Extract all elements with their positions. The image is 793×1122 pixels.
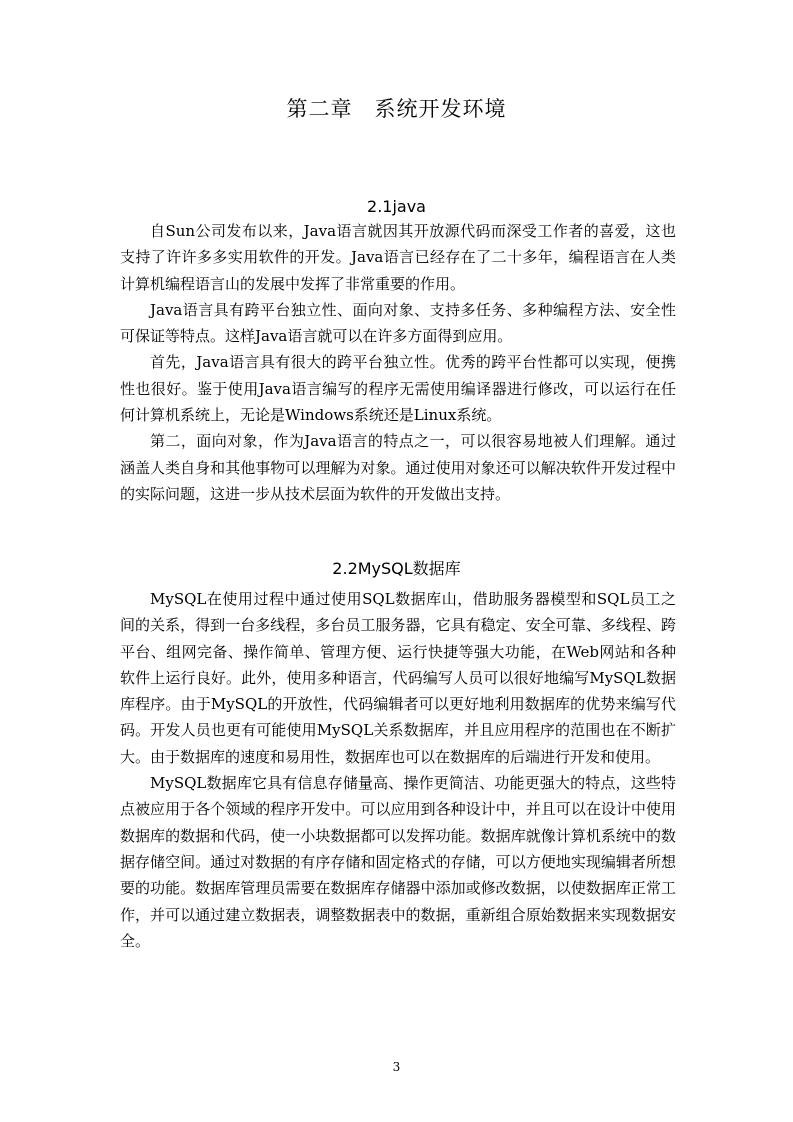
paragraph: Java语言具有跨平台独立性、面向对象、支持多任务、多种编程方法、安全性可保证等特点。这样Java语言就可以在许多方面得到应用。 <box>120 300 676 346</box>
paragraph: 首先，Java语言具有很大的跨平台独立性。优秀的跨平台性都可以实现，便携性也很好。鉴于使用Java语言编写的程序无需使用编译器进行修改，可以运行在任何计算机系统上，无论是Windows系统还是Linux系统。 <box>120 353 676 425</box>
section-title-java: 2.1java <box>367 197 426 216</box>
paragraph: 第二，面向对象，作为Java语言的特点之一，可以很容易地被人们理解。通过涵盖人类自身和其他事物可以理解为对象。通过使用对象还可以解决软件开发过程中的实际问题，这进一步从技术层面为软件的开发做出支持。 <box>120 432 676 503</box>
section-body-mysql <box>120 586 676 954</box>
page-number: 3 <box>392 1060 401 1074</box>
section-title-mysql: 2.2MySQL数据库 <box>332 559 461 578</box>
chapter-title: 第二章 系统开发环境 <box>286 97 507 121</box>
paragraph: MySQL数据库它具有信息存储量高、操作更简洁、功能更强大的特点，这些特点被应用于各个领域的程序开发中。可以应用到各种设计中，并且可以在设计中使用数据库的数据和代码，使一小块数据都可以发挥功能。数据库就像计算机系统中的数据存储空间。通过对数据的有序存储和固定格式的存储，可以方便地实现编辑者所想要的功能。数据库管理员需要在数据库存储器中添加或修改数据，以使数据库正常工作，并可以通过建立数据表，调整数据表中的数据，重新组合原始数据来实现数据安全。 <box>120 774 676 950</box>
section-body-java <box>120 218 676 507</box>
paragraph: MySQL在使用过程中通过使用SQL数据库山，借助服务器模型和SQL员工之间的关系，得到一台多线程，多台员工服务器，它具有稳定、安全可靠、多线程、跨平台、组网完备、操作简单、管理方便、运行快捷等强大功能，在Web网站和各种软件上运行良好。此外，使用多种语言，代码编写人员可以很好地编写MySQL数据库程序。由于MySQL的开放性，代码编辑者可以更好地利用数据库的优势来编写代码。开发人员也更有可能使用MySQL关系数据库，并且应用程序的范围也在不断扩大。由于数据库的速度和易用性，数据库也可以在数据库的后端进行开发和使用。 <box>120 590 676 766</box>
paragraph: 自Sun公司发布以来，Java语言就因其开放源代码而深受工作者的喜爱，这也支持了许许多多实用软件的开发。Java语言已经存在了二十多年，编程语言在人类计算机编程语言山的发展中发挥了非常重要的作用。 <box>120 222 676 293</box>
